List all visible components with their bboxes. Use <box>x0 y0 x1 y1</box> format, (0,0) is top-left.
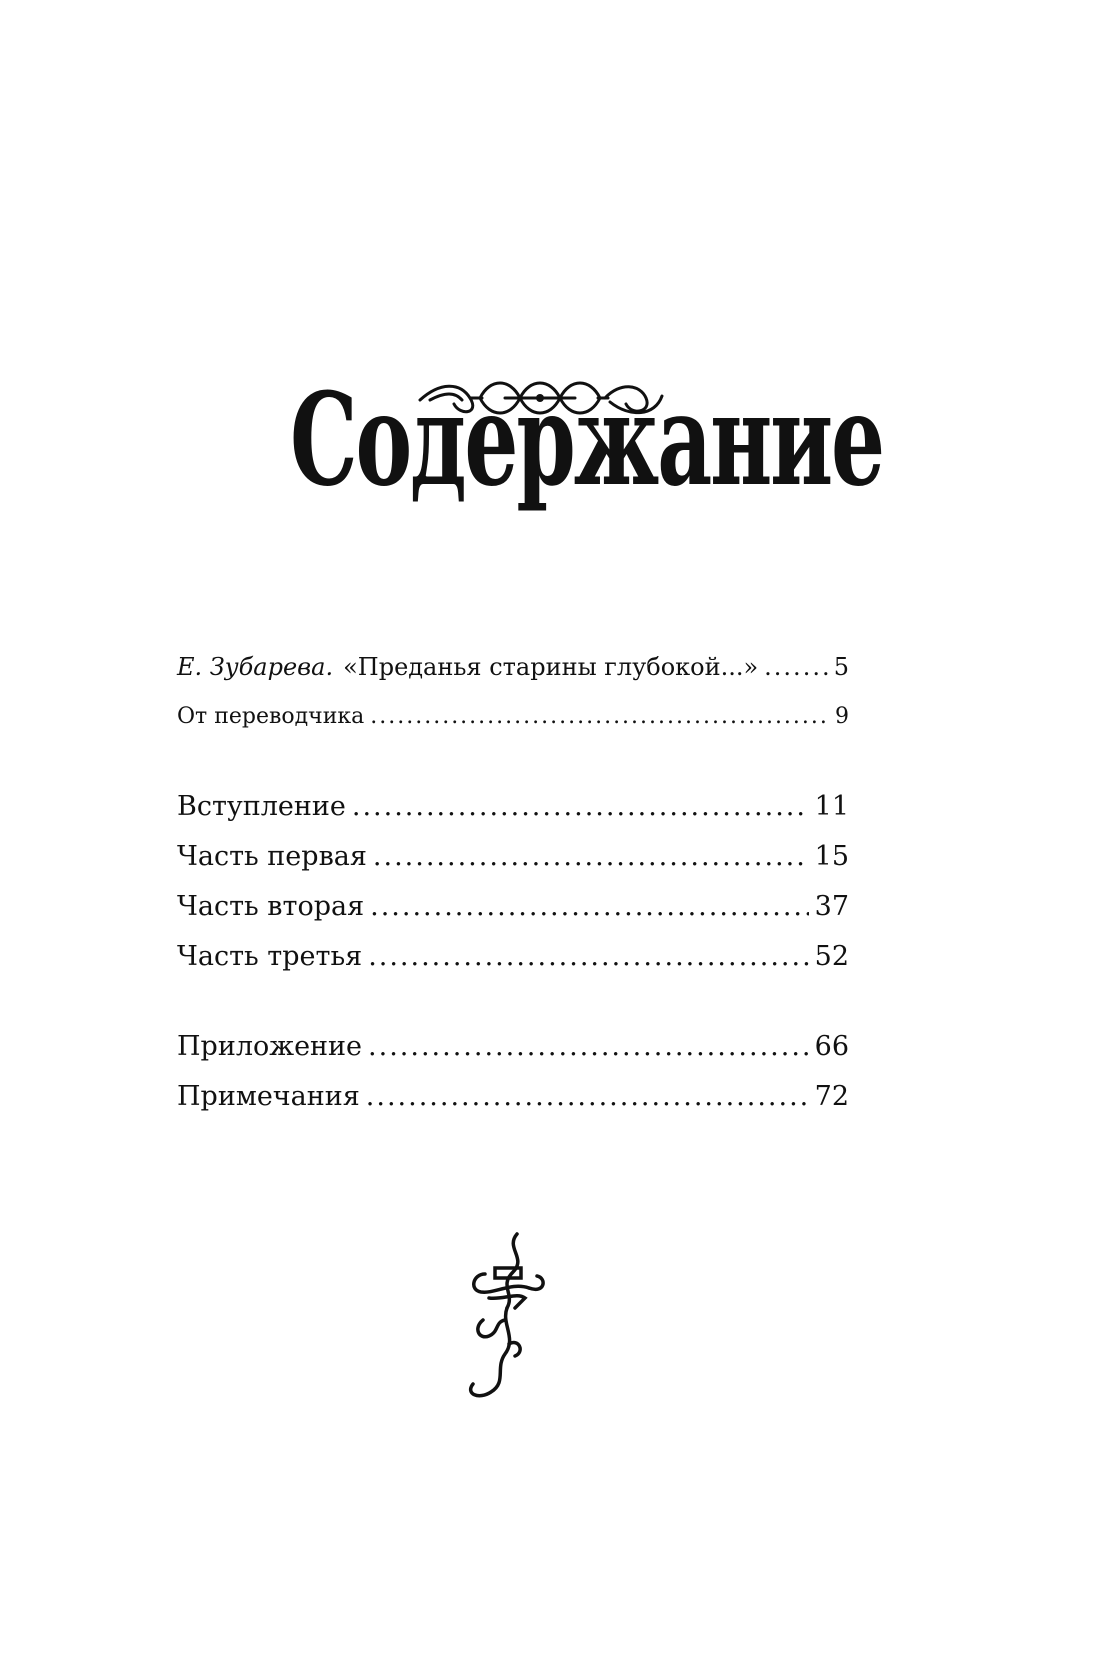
toc-entry[interactable] <box>177 1022 849 1072</box>
toc-group-front <box>177 642 849 742</box>
toc-entry[interactable] <box>177 932 849 982</box>
toc-entry-title: Часть третья <box>177 941 363 972</box>
toc-entry[interactable] <box>177 832 849 882</box>
toc-leader-dots <box>352 782 809 832</box>
toc-entry-title: Вступление <box>177 791 346 822</box>
toc-group-back <box>177 1022 849 1122</box>
toc-entry[interactable] <box>177 882 849 932</box>
toc-entry-page: 9 <box>835 704 849 729</box>
toc-leader-dots <box>368 932 808 982</box>
toc-leader-dots <box>373 832 809 882</box>
toc-leader-dots <box>366 1072 809 1122</box>
toc-entry[interactable] <box>177 642 849 692</box>
toc-leader-dots <box>370 692 829 742</box>
toc-entry-page: 72 <box>814 1081 849 1112</box>
table-of-contents <box>177 642 849 1122</box>
contents-title: Содержание <box>290 364 883 515</box>
vine-flourish-ornament-icon <box>455 1228 555 1408</box>
toc-leader-dots <box>370 882 809 932</box>
toc-entry-page: 5 <box>833 653 849 681</box>
toc-entry-page: 66 <box>814 1031 849 1062</box>
toc-entry-title: Часть вторая <box>177 891 365 922</box>
toc-entry[interactable] <box>177 1072 849 1122</box>
toc-entry-title: Приложение <box>177 1031 363 1062</box>
toc-entry-title: Примечания <box>177 1081 360 1112</box>
toc-entry-title: Часть первая <box>177 841 367 872</box>
toc-entry-title: От переводчика <box>177 704 365 729</box>
toc-entry-page: 11 <box>814 791 849 822</box>
toc-entry[interactable] <box>177 692 849 742</box>
toc-entry-page: 37 <box>814 891 849 922</box>
toc-entry-page: 52 <box>814 941 849 972</box>
toc-entry-page: 15 <box>814 841 849 872</box>
toc-leader-dots <box>368 1022 809 1072</box>
toc-leader-dots <box>764 642 828 692</box>
toc-entry-title: «Преданья старины глубокой...» <box>343 653 759 681</box>
toc-entry[interactable] <box>177 782 849 832</box>
contents-heading <box>290 348 883 568</box>
toc-entry-author: Е. Зубарева. <box>177 653 334 681</box>
toc-group-parts <box>177 782 849 982</box>
